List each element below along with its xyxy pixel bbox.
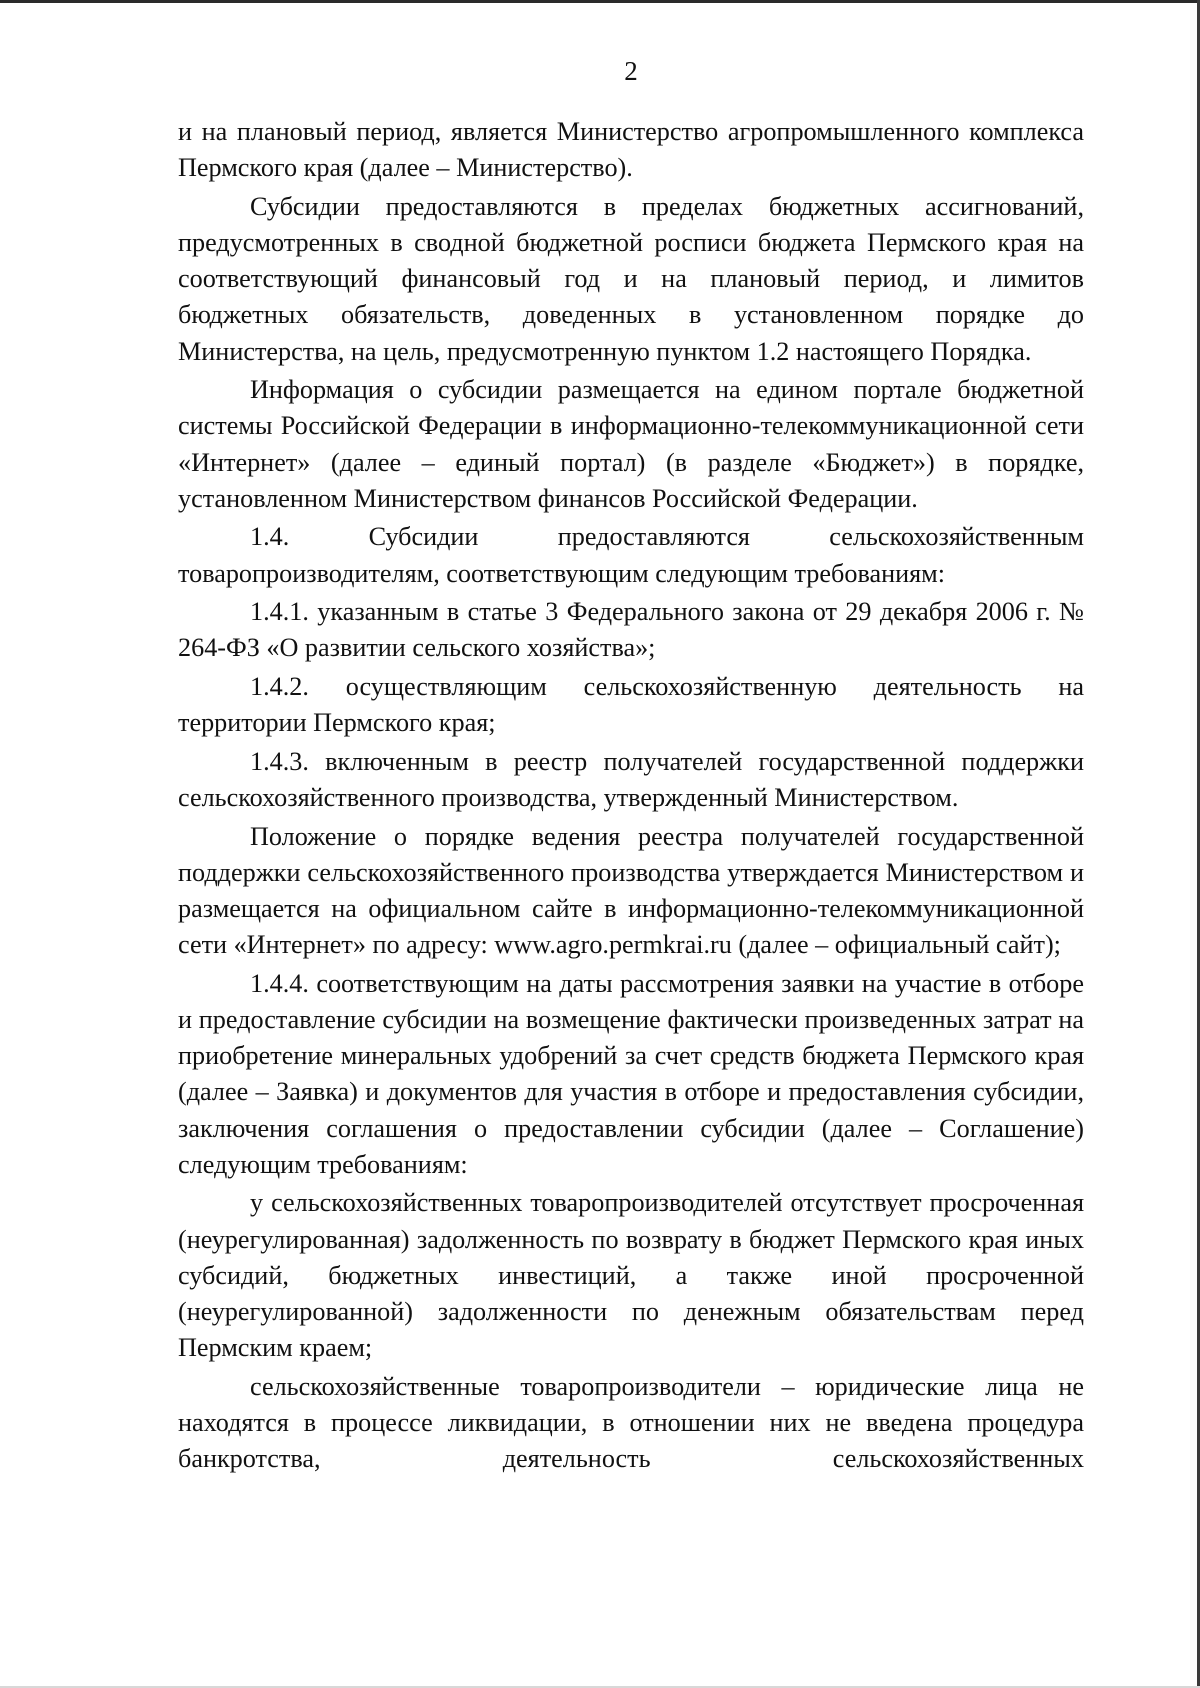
paragraph-subsidy-budget: Субсидии предоставляются в пределах бюджетных ассигнований, предусмотренных в сводной бюджетной росписи бюджета Пермского края на соответствующий финансовый год и на плановый период, и лимитов бюджетных обязательств, доведенных в установленном порядке до Министерства, на цель, предусмотренную пунктом 1.2 настоящего Порядка. [178, 191, 1084, 366]
paragraph-registry-regulation: Положение о порядке ведения реестра получателей государственной поддержки сельскохозяйственного производства утверждается Министерством и размещается на официальном сайте в информационно-телекоммуникационной сети «Интернет» по адресу: www.agro.permkrai.ru (далее – официальный сайт); [178, 821, 1084, 960]
scan-edge-top [0, 0, 1200, 3]
document-body [178, 114, 1084, 1480]
paragraph-1-4-4: 1.4.4. соответствующим на даты рассмотрения заявки на участие в отборе и предоставление субсидии на возмещение фактически произведенных затрат на приобретение минеральных удобрений за счет средств бюджета Пермского края (далее – Заявка) и документов для участия в отборе и предоставления субсидии, заключения соглашения о предоставлении субсидии (далее – Соглашение) следующим требованиям: [178, 968, 1084, 1179]
paragraph-no-overdue-debt: у сельскохозяйственных товаропроизводителей отсутствует просроченная (неурегулированная) задолженность по возврату в бюджет Пермского края иных субсидий, бюджетных инвестиций, а также иной просроченной (неурегулированной) задолженности по денежным обязательствам перед Пермским краем; [178, 1188, 1084, 1363]
paragraph-1-4-2: 1.4.2. осуществляющим сельскохозяйственную деятельность на территории Пермского края; [178, 672, 1084, 738]
paragraph-1-4-1: 1.4.1. указанным в статье 3 Федерального закона от 29 декабря 2006 г. № 264-ФЗ «О развитии сельского хозяйства»; [178, 597, 1084, 663]
paragraph-not-in-liquidation: сельскохозяйственные товаропроизводители – юридические лица не находятся в процессе ликвидации, в отношении них не введена процедура банкротства, деятельность сельскохозяйственных [178, 1371, 1084, 1474]
paragraph-subsidy-portal-info: Информация о субсидии размещается на едином портале бюджетной системы Российской Федерации в информационно-телекоммуникационной сети «Интернет» (далее – единый портал) (в разделе «Бюджет») в порядке, установленном Министерством финансов Российской Федерации. [178, 375, 1084, 513]
page-number: 2 [624, 56, 638, 86]
paragraph-1-4-3: 1.4.3. включенным в реестр получателей государственной поддержки сельскохозяйственного производства, утвержденный Министерством. [178, 746, 1084, 812]
paragraph-1-4: 1.4. Субсидии предоставляются сельскохозяйственным товаропроизводителям, соответствующим следующим требованиям: [178, 522, 1084, 588]
paragraph-continuation: и на плановый период, является Министерство агропромышленного комплекса Пермского края (далее – Министерство). [178, 117, 1084, 183]
